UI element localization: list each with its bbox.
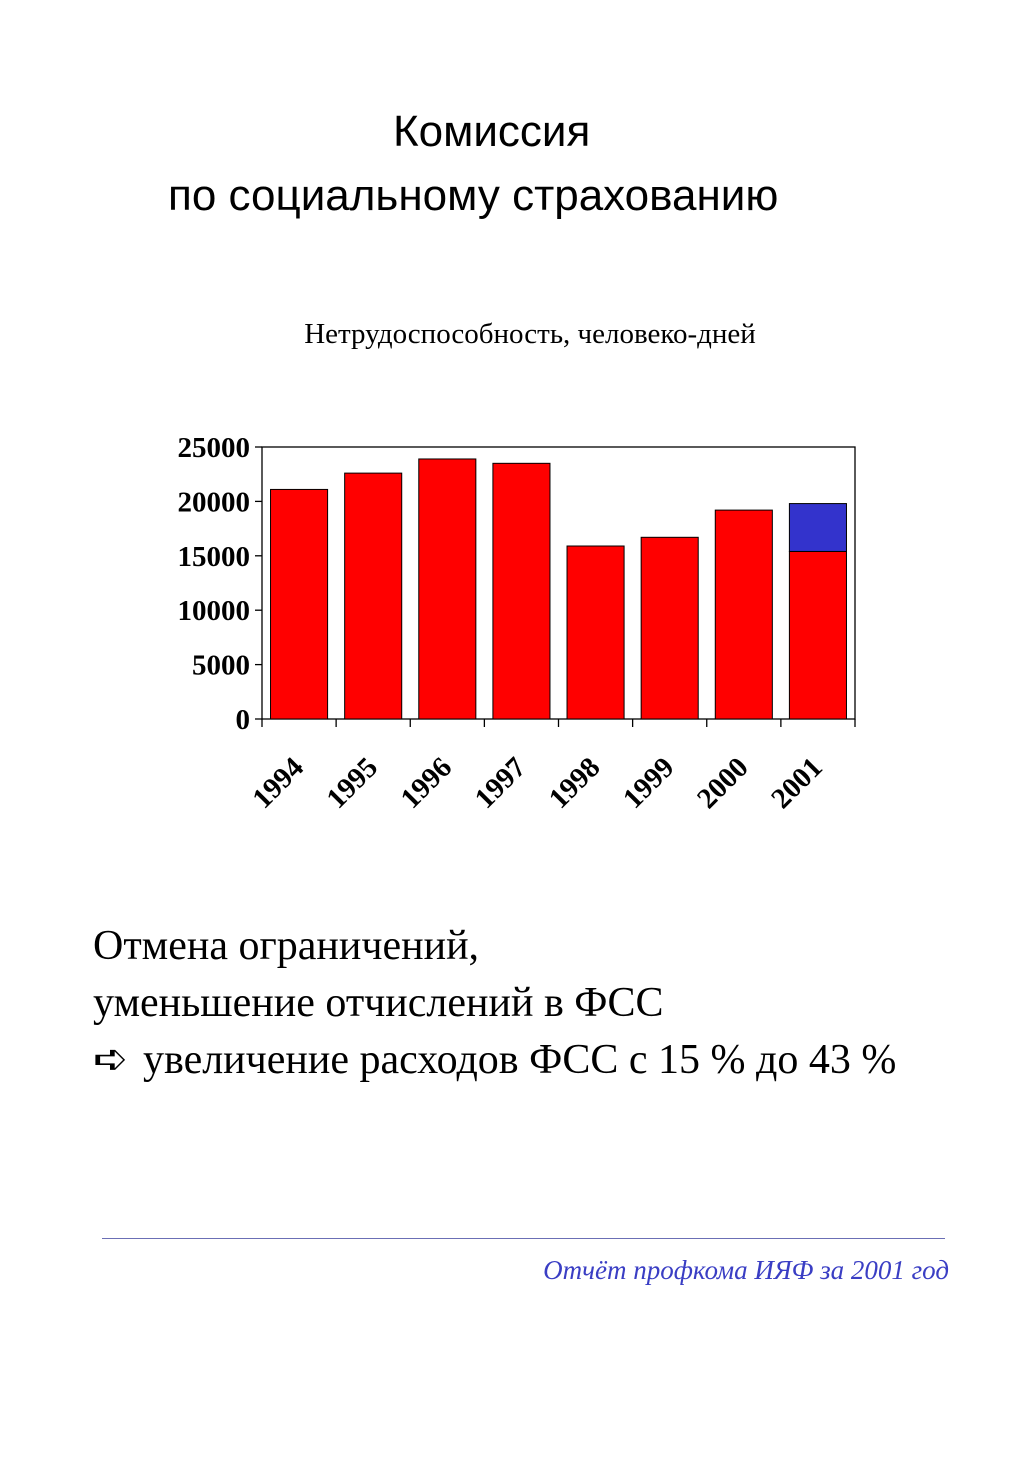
y-tick-label-25000: 25000 — [177, 432, 250, 464]
x-tick-label-2000: 2000 — [691, 751, 755, 815]
footer-divider — [102, 1238, 945, 1239]
x-tick-label-2001: 2001 — [765, 751, 829, 815]
y-tick-label-15000: 15000 — [177, 540, 250, 573]
body-line-1: Отмена ограничений, — [93, 923, 480, 969]
bar-1996-series-1 — [419, 459, 476, 719]
x-tick-label-1994: 1994 — [246, 751, 311, 815]
bar-2001-series-2 — [789, 504, 846, 552]
bar-1997-series-1 — [493, 463, 550, 719]
body-line-3 — [93, 1032, 896, 1089]
y-tick-label-20000: 20000 — [177, 486, 250, 519]
bar-chart — [0, 420, 1024, 840]
bar-1999-series-1 — [641, 537, 698, 719]
x-tick-label-1995: 1995 — [320, 751, 385, 815]
title-line-1: Комиссия — [393, 107, 591, 156]
arrow-icon: ➪ — [93, 1037, 129, 1083]
y-tick-label-10000: 10000 — [177, 595, 250, 628]
bar-1998-series-1 — [567, 546, 624, 719]
x-tick-label-1999: 1999 — [616, 751, 681, 815]
x-tick-label-1996: 1996 — [394, 751, 459, 815]
body-text — [93, 918, 896, 1089]
bar-2000-series-1 — [715, 510, 772, 719]
y-tick-label-0: 0 — [235, 704, 250, 736]
bar-1995-series-1 — [345, 473, 402, 719]
bar-2001-series-1 — [789, 551, 846, 719]
y-tick-label-5000: 5000 — [192, 649, 250, 682]
footer-text: Отчёт профкома ИЯФ за 2001 год — [543, 1255, 949, 1285]
title-line-2: по социальному страхованию — [168, 171, 779, 220]
bar-1994-series-1 — [271, 489, 328, 719]
chart-title: Нетрудоспособность, человеко-дней — [304, 318, 756, 350]
x-tick-label-1998: 1998 — [542, 751, 607, 815]
body-line-3-text: увеличение расходов ФСС с 15 % до 43 % — [143, 1037, 897, 1083]
body-line-2: уменьшение отчислений в ФСС — [93, 980, 664, 1026]
x-tick-label-1997: 1997 — [468, 751, 533, 815]
